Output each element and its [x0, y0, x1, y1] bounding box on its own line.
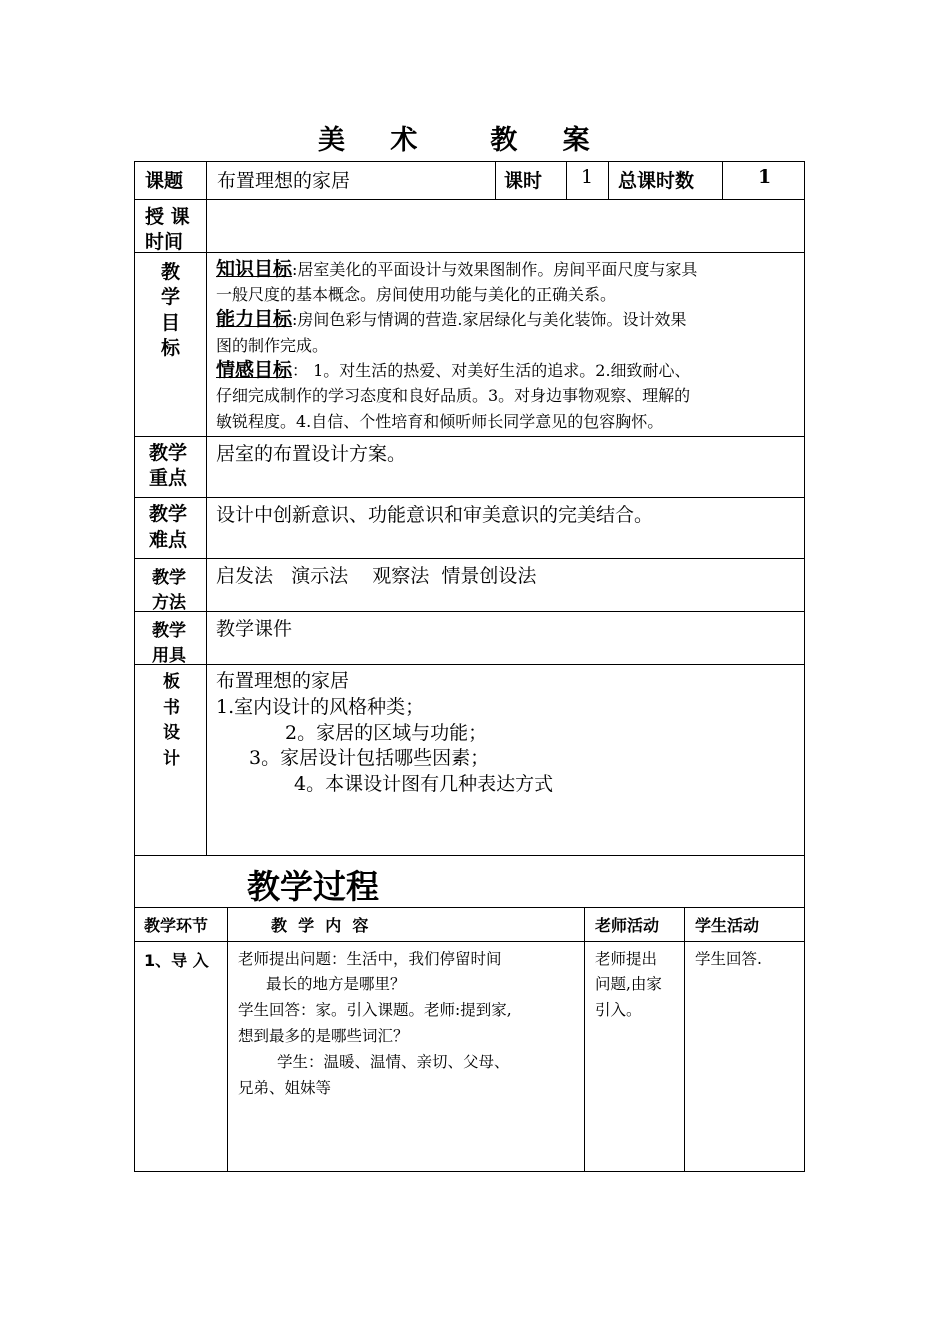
goal-label-char: 标	[161, 337, 181, 359]
emotion-goal-line	[216, 358, 691, 383]
board-line: 布置理想的家居	[216, 670, 350, 692]
topic-value: 布置理想的家居	[217, 170, 351, 192]
rule-row	[134, 497, 805, 498]
total-periods-value: 1	[758, 166, 772, 188]
rule-col	[206, 161, 207, 855]
rule-row	[134, 252, 805, 253]
rule-row	[134, 907, 805, 908]
rule-left	[134, 161, 135, 1172]
total-periods-label: 总课时数	[618, 170, 695, 192]
col-student-header: 学生活动	[695, 916, 760, 935]
stage-cell: 1、导 入	[144, 951, 209, 970]
time-label: 时间	[145, 231, 184, 253]
col-teacher-header: 老师活动	[595, 916, 660, 935]
content-line: 学生：温暖、温情、亲切、父母、	[277, 1053, 510, 1071]
rule-col	[566, 161, 567, 199]
col-stage-header: 教学环节	[144, 916, 209, 935]
period-label: 课时	[504, 170, 543, 192]
emotion-goal-text: 敏锐程度。4.自信、个性培育和倾听师长同学意见的包容胸怀。	[216, 412, 664, 431]
board-label-char: 设	[163, 723, 180, 743]
board-label-char: 板	[163, 672, 180, 692]
period-value: 1	[581, 166, 594, 188]
time-label: 授 课	[145, 206, 190, 228]
document-title: 美 术 教 案	[318, 125, 608, 156]
board-label-char: 计	[163, 749, 180, 769]
difficulty-label: 难点	[149, 529, 188, 551]
knowledge-goal-text: 一般尺度的基本概念。房间使用功能与美化的正确关系。	[216, 285, 617, 304]
content-line: 想到最多的是哪些词汇？	[238, 1027, 409, 1045]
goal-label-char: 教	[161, 261, 181, 283]
rule-row	[134, 436, 805, 437]
rule-col	[495, 161, 496, 199]
col-content-header: 教 学 内 容	[271, 916, 369, 935]
rule-col	[584, 907, 585, 1172]
method-label: 方法	[152, 593, 186, 613]
emotion-goal-text: 仔细完成制作的学习态度和良好品质。3。对身边事物观察、理解的	[216, 386, 691, 405]
ability-goal-line	[216, 307, 687, 332]
teacher-activity-line: 引入。	[595, 1001, 642, 1019]
teacher-activity-line: 老师提出	[595, 950, 658, 968]
tools-value: 教学课件	[216, 618, 293, 640]
rule-col	[608, 161, 609, 199]
content-line: 学生回答：家。引入课题。老师:提到家,	[238, 1001, 512, 1019]
tools-label: 用具	[152, 646, 186, 666]
board-line: 1.室内设计的风格种类；	[216, 696, 425, 718]
rule-row	[134, 558, 805, 559]
key-point-value: 居室的布置设计方案。	[216, 443, 407, 465]
process-heading: 教学过程	[247, 867, 379, 906]
key-point-label: 教学	[149, 442, 188, 464]
tools-label: 教学	[152, 621, 186, 641]
rule-row	[134, 855, 805, 856]
student-activity: 学生回答.	[695, 950, 762, 968]
board-line: 4。本课设计图有几种表达方式	[294, 773, 554, 795]
ability-goal-label: 能力目标	[216, 308, 293, 330]
difficulty-label: 教学	[149, 503, 188, 525]
difficulty-value: 设计中创新意识、功能意识和审美意识的完美结合。	[216, 504, 654, 526]
goal-label-char: 学	[161, 286, 181, 308]
topic-label: 课题	[145, 170, 184, 192]
emotion-goal-label: 情感目标	[216, 359, 293, 381]
rule-row	[134, 664, 805, 665]
goal-label-char: 目	[161, 312, 181, 334]
knowledge-goal-text: :居室美化的平面设计与效果图制作。房间平面尺度与家具	[292, 260, 698, 279]
knowledge-goal-label: 知识目标	[216, 258, 293, 280]
content-line: 兄弟、姐妹等	[238, 1079, 332, 1097]
content-line: 最长的地方是哪里？	[266, 975, 406, 993]
rule-bottom	[134, 1171, 805, 1172]
rule-col	[227, 907, 228, 1172]
ability-goal-text: 图的制作完成。	[216, 336, 329, 355]
method-label: 教学	[152, 568, 186, 588]
board-line: 3。家居设计包括哪些因素；	[249, 747, 490, 769]
rule-right	[804, 161, 805, 1172]
rule-row	[134, 611, 805, 612]
board-label-char: 书	[163, 698, 180, 718]
content-line: 老师提出问题：生活中，我们停留时间	[238, 950, 502, 968]
emotion-goal-text: ： 1。对生活的热爱、对美好生活的追求。2.细致耐心、	[292, 361, 691, 380]
rule-row	[134, 199, 805, 200]
rule-col	[684, 907, 685, 1172]
method-value: 启发法 演示法 观察法 情景创设法	[216, 565, 537, 587]
lesson-plan-table	[134, 161, 805, 1172]
ability-goal-text: :房间色彩与情调的营造.家居绿化与美化装饰。设计效果	[292, 310, 687, 329]
key-point-label: 重点	[149, 467, 188, 489]
rule-top	[134, 161, 805, 162]
board-line: 2。家居的区域与功能；	[285, 722, 488, 744]
knowledge-goal-line	[216, 257, 697, 282]
teacher-activity-line: 问题,由家	[595, 975, 662, 993]
rule-row	[134, 941, 805, 942]
rule-col	[722, 161, 723, 199]
